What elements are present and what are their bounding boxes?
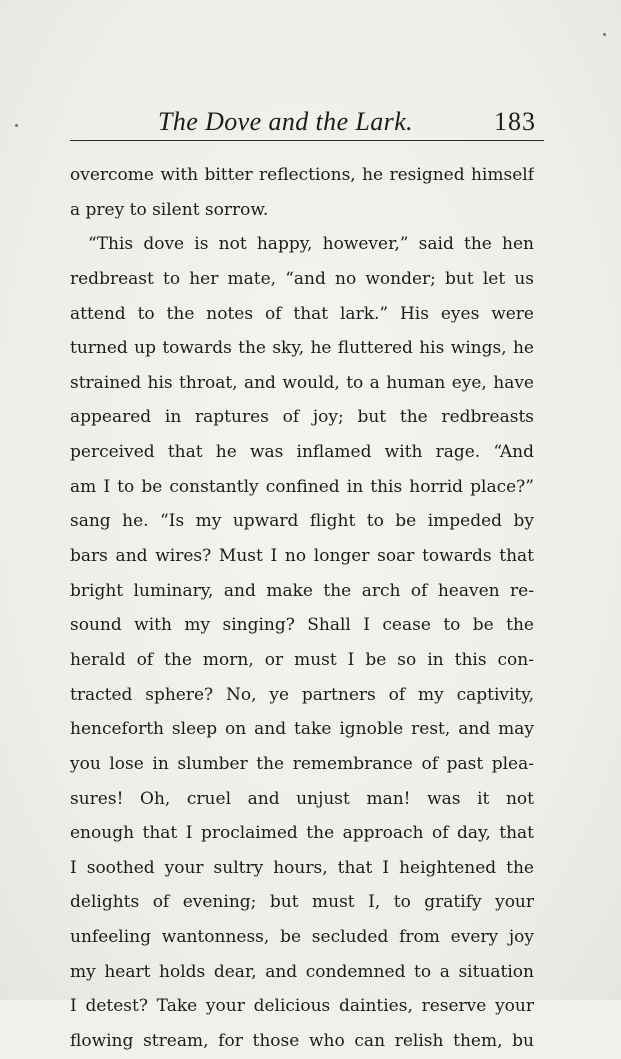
text-line: turned up towards the sky, he fluttered his wings, he [70, 338, 534, 359]
running-title: The Dove and the Lark. [158, 107, 414, 136]
text-line: unfeeling wantonness, be secluded from every joy [70, 927, 534, 948]
text-line: sound with my singing? Shall I cease to be the [70, 615, 534, 636]
text-line: henceforth sleep on and take ignoble rest, and may [70, 719, 534, 740]
print-speck [15, 124, 18, 127]
body-text [70, 158, 534, 1059]
text-line: you lose in slumber the remembrance of past plea- [70, 753, 534, 774]
page-number: 183 [494, 107, 536, 136]
print-speck [603, 33, 606, 36]
text-line: tracted sphere? No, ye partners of my captivity, [70, 684, 534, 705]
text-line: strained his throat, and would, to a human eye, have [70, 372, 534, 393]
text-line: sures! Oh, cruel and unjust man! was it not [70, 788, 534, 809]
text-line: overcome with bitter reflections, he resigned himself [70, 165, 534, 185]
text-line: enough that I proclaimed the approach of day, that [70, 823, 534, 844]
text-line: a prey to silent sorrow. [70, 199, 269, 220]
text-line: redbreast to her mate, “and no wonder; but let us [70, 268, 534, 289]
text-line: my heart holds dear, and condemned to a situation [70, 961, 534, 982]
text-line: “This dove is not happy, however,” said the hen [88, 234, 534, 255]
text-line: flowing stream, for those who can relish them, bu [70, 1031, 534, 1052]
text-line: bright luminary, and make the arch of heaven re- [70, 580, 534, 601]
header-rule [70, 140, 544, 141]
text-line: I detest? Take your delicious dainties, reserve your [70, 996, 534, 1017]
text-line: attend to the notes of that lark.” His eyes were [70, 303, 534, 324]
text-line: herald of the morn, or must I be so in this con- [70, 649, 534, 670]
text-line: perceived that he was inflamed with rage. “And [70, 442, 534, 463]
page-header [70, 104, 544, 140]
text-line: appeared in raptures of joy; but the redbreasts [70, 407, 534, 428]
text-line: am I to be constantly confined in this horrid place?” [70, 476, 534, 497]
text-line: I soothed your sultry hours, that I heightened the [70, 857, 534, 878]
text-line: sang he. “Is my upward flight to be impeded by [70, 511, 534, 532]
text-line: bars and wires? Must I no longer soar towards that [70, 546, 534, 567]
text-line: delights of evening; but must I, to gratify your [70, 892, 534, 913]
